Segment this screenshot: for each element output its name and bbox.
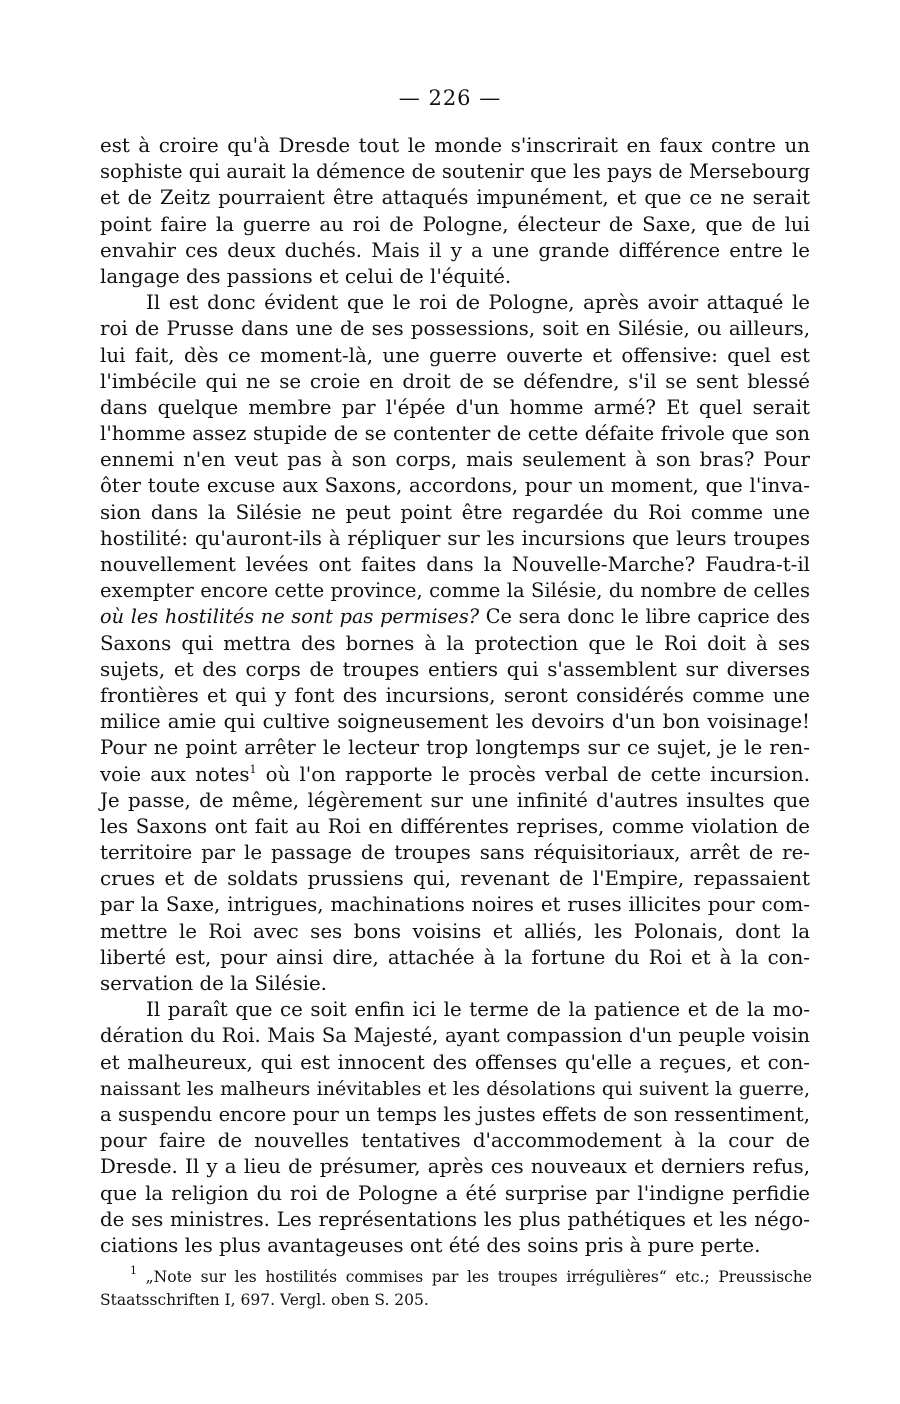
text-line: pour faire de nouvelles tentatives d'accommodement à la cour de [100, 1129, 810, 1153]
text-line: l'homme assez stupide de se contenter de cette défaite frivole que son [100, 422, 810, 446]
text-line: Je passe, de même, légèrement sur une infinité d'autres insultes que [100, 788, 810, 812]
text-line: territoire par le passage de troupes sans réquisitoriaux, arrêt de re- [100, 841, 810, 865]
text-line: envahir ces deux duchés. Mais il y a une grande différence entre le [100, 238, 810, 262]
body-text [100, 133, 810, 1259]
text-line: Il paraît que ce soit enfin ici le terme de la patience et de la mo- [146, 998, 810, 1022]
text-line: hostilité: qu'auront-ils à répliquer sur les incursions que leurs troupes [100, 526, 810, 550]
text-line: crues et de soldats prussiens qui, revenant de l'Empire, repassaient [100, 867, 810, 891]
text-line: lui fait, dès ce moment-là, une guerre ouverte et offensive: quel est [100, 343, 810, 367]
text-line: a suspendu encore pour un temps les justes effets de son ressentiment, [100, 1102, 810, 1126]
text-line: dération du Roi. Mais Sa Majesté, ayant compassion d'un peuple voisin [100, 1024, 810, 1048]
text-fragment: où l'on rapporte le procès verbal de cette incursion. [256, 762, 810, 786]
text-line: de ses ministres. Les représentations les plus pathétiques et les négo- [100, 1207, 810, 1231]
italic-phrase: où les hostilités ne sont pas permises? [100, 605, 480, 629]
text-line: sophiste qui aurait la démence de soutenir que les pays de Mersebourg [100, 160, 810, 184]
text-line: roi de Prusse dans une de ses possessions, soit en Silésie, ou ailleurs, [100, 317, 810, 341]
text-line: ennemi n'en veut pas à son corps, mais seulement à son bras? Pour [100, 448, 810, 472]
text-line: milice amie qui cultive soigneusement les devoirs d'un bon voisinage! [100, 710, 810, 734]
text-fragment: voie aux notes [100, 762, 250, 786]
text-line: frontières et qui y font des incursions, seront considérés comme une [100, 683, 810, 707]
text-line: sujets, et des corps de troupes entiers qui s'assemblent sur diverses [100, 657, 810, 681]
text-line: naissant les malheurs inévitables et les désolations qui suivent la guerre, [100, 1077, 810, 1100]
text-line [100, 762, 810, 788]
text-line: ôter toute excuse aux Saxons, accordons, pour un moment, que l'inva- [100, 474, 810, 498]
text-line: les Saxons ont fait au Roi en différentes reprises, comme violation de [100, 814, 810, 838]
text-line: nouvellement levées ont faites dans la Nouvelle-Marche? Faudra-t-il [100, 553, 810, 576]
text-line: l'imbécile qui ne se croie en droit de se défendre, s'il se sent blessé [100, 369, 810, 393]
footnote [100, 1266, 812, 1312]
text-line: et malheureux, qui est innocent des offenses qu'elle a reçues, et con- [100, 1050, 810, 1074]
text-line: que la religion du roi de Pologne a été surprise par l'indigne perfidie [100, 1181, 810, 1205]
text-line: et de Zeitz pourraient être attaqués impunément, et que ce ne serait [100, 186, 810, 210]
footnote-line: Staatsschriften I, 697. Vergl. oben S. 205. [100, 1291, 429, 1309]
text-line: Dresde. Il y a lieu de présumer, après ces nouveaux et derniers refus, [100, 1155, 810, 1179]
text-line: mettre le Roi avec ses bons voisins et alliés, les Polonais, dont la [100, 919, 810, 943]
paragraph-1 [100, 133, 810, 290]
paragraph-3 [100, 997, 810, 1259]
footnote-marker: 1 [130, 1264, 137, 1277]
text-line: Il est donc évident que le roi de Pologne, après avoir attaqué le [146, 291, 810, 315]
paragraph-2 [100, 290, 810, 997]
text-fragment: Ce sera donc le libre caprice des [479, 605, 811, 629]
text-line: exempter encore cette province, comme la Silésie, du nombre de celles [100, 579, 810, 603]
text-line [100, 604, 810, 630]
text-line: Saxons qui mettra des bornes à la protection que le Roi doit à ses [100, 631, 810, 655]
text-line: dans quelque membre par l'épée d'un homme armé? Et quel serait [100, 395, 810, 419]
text-line: servation de la Silésie. [100, 972, 327, 995]
text-line: liberté est, pour ainsi dire, attachée à la fortune du Roi et à la con- [100, 945, 810, 969]
text-line: par la Saxe, intrigues, machinations noires et ruses illicites pour com- [100, 893, 810, 917]
text-line: est à croire qu'à Dresde tout le monde s'inscrirait en faux contre un [100, 134, 810, 157]
text-line: sion dans la Silésie ne peut point être regardée du Roi comme une [100, 500, 810, 524]
text-line: Pour ne point arrêter le lecteur trop longtemps sur ce sujet, je le ren- [100, 736, 810, 760]
page-number: — 226 — [398, 86, 502, 110]
text-line: point faire la guerre au roi de Pologne, électeur de Saxe, que de lui [100, 212, 810, 236]
footnote-line [100, 1266, 812, 1289]
footnote-reference[interactable]: 1 [249, 762, 257, 776]
text-line: ciations les plus avantageuses ont été des soins pris à pure perte. [100, 1233, 761, 1257]
footnote-text: „Note sur les hostilités commises par les troupes irrégulières“ etc.; Preussische [145, 1268, 812, 1286]
text-line: langage des passions et celui de l'équité. [100, 264, 512, 288]
